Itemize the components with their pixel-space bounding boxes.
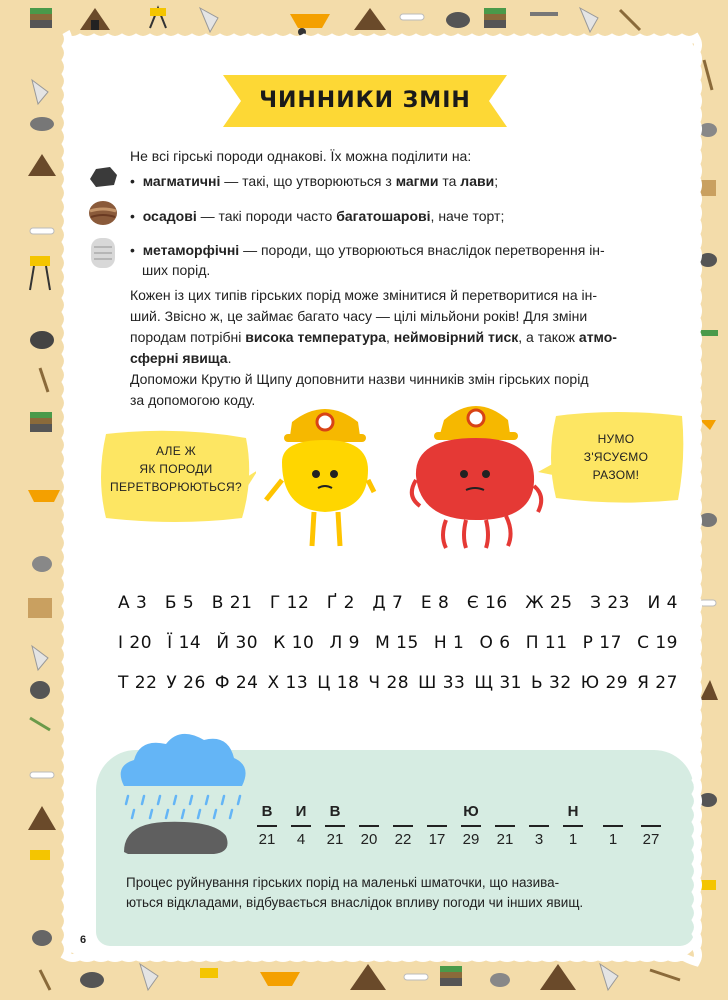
metamorphic-rock-icon: [90, 237, 116, 269]
puzzle-letter: [493, 803, 517, 821]
puzzle-number: 29: [462, 831, 480, 848]
code-cell: Ш 33: [418, 673, 466, 693]
puzzle-number: 1: [608, 831, 618, 848]
bullet-igneous: • магматичні — такі, що утворюються з магми та лави;: [130, 173, 499, 189]
code-cell: О 6: [479, 633, 511, 653]
puzzle-number: 17: [428, 831, 446, 848]
code-cell: Б 5: [164, 593, 195, 613]
puzzle-number: 4: [296, 831, 306, 848]
puzzle-number: 1: [568, 831, 578, 848]
puzzle-underline: [427, 825, 447, 827]
puzzle-number: 20: [360, 831, 378, 848]
code-cell: С 19: [637, 633, 678, 653]
code-cell: Н 1: [433, 633, 465, 653]
code-row: [118, 663, 678, 703]
main-paragraph: Кожен із цих типів гірських порід може змінитися й перетворитися на ін- ший. Звісно ж, це займає багато часу — цілі мільйони років! Для зміни породам потрібні висока температура, неймовірний тиск, а також атмо- сферні явища. Допоможи Крутю й Щипу доповнити назви чинників змін гірських порід за допомогою коду.: [130, 287, 617, 408]
code-cell: Е 8: [420, 593, 450, 613]
puzzle-letter: [601, 803, 625, 821]
code-cell: М 15: [375, 633, 419, 653]
code-cell: І 20: [118, 633, 153, 653]
code-cell: Р 17: [582, 633, 622, 653]
red-character: [406, 396, 546, 550]
puzzle-underline: [563, 825, 583, 827]
code-cell: Л 9: [329, 633, 360, 653]
yellow-character: [262, 400, 388, 550]
code-cell: Г 12: [269, 593, 310, 613]
code-cell: Ґ 2: [326, 593, 355, 613]
puzzle-underline: [495, 825, 515, 827]
puzzle-letter: [639, 803, 663, 821]
sedimentary-rock-icon: [88, 199, 118, 227]
page-title: ЧИННИКИ ЗМІН: [259, 88, 471, 113]
code-cell: А 3: [118, 593, 148, 613]
puzzle-number: 21: [326, 831, 344, 848]
puzzle-letter: В: [329, 803, 341, 820]
puzzle-number: 27: [642, 831, 660, 848]
puzzle-underline: [257, 825, 277, 827]
code-cell: Т 22: [118, 673, 158, 693]
code-cell: Ч 28: [368, 673, 410, 693]
code-cell: Ю 29: [580, 673, 629, 693]
code-row: [118, 623, 678, 663]
code-cell: Й 30: [216, 633, 259, 653]
puzzle-letter: Ю: [463, 803, 479, 820]
intro-text: Не всі гірські породи однакові. Їх можна поділити на:: [130, 148, 472, 164]
puzzle-letter: [425, 803, 449, 821]
puzzle-letter: [357, 803, 381, 821]
puzzle-letter: [527, 803, 551, 821]
code-cell: В 21: [211, 593, 253, 613]
letter-code-table: [118, 583, 678, 703]
code-cell: Х 13: [267, 673, 309, 693]
rain-cloud-illustration: [104, 726, 254, 856]
puzzle-underline: [603, 825, 623, 827]
title-banner: [223, 75, 507, 127]
igneous-rock-icon: [88, 165, 118, 189]
puzzle-letter: [391, 803, 415, 821]
puzzle-underline: [641, 825, 661, 827]
bullet-sedimentary: • осадові — такі породи часто багатошарові, наче торт;: [130, 208, 505, 224]
code-cell: Ї 14: [167, 633, 202, 653]
code-row: [118, 583, 678, 623]
puzzle-underline: [529, 825, 549, 827]
page-content: [66, 38, 696, 956]
bullet-metamorphic: • метаморфічні — породи, що утворюються внаслідок перетворення ін- ших порід.: [130, 242, 605, 278]
puzzle-underline: [291, 825, 311, 827]
puzzle-underline: [461, 825, 481, 827]
code-cell: Ц 18: [317, 673, 360, 693]
puzzle-number: 3: [534, 831, 544, 848]
puzzle-number: 21: [258, 831, 276, 848]
puzzle-underline: [325, 825, 345, 827]
puzzle-underline: [359, 825, 379, 827]
code-cell: Щ 31: [474, 673, 522, 693]
code-cell: Я 27: [637, 673, 678, 693]
puzzle-letter: Н: [567, 803, 579, 820]
page-number: 6: [80, 934, 87, 946]
code-cell: П 11: [525, 633, 568, 653]
code-cell: З 23: [590, 593, 630, 613]
code-cell: Є 16: [466, 593, 508, 613]
code-cell: У 26: [166, 673, 206, 693]
puzzle-number: 22: [394, 831, 412, 848]
puzzle-letter: И: [295, 803, 307, 820]
code-cell: Ь 32: [530, 673, 572, 693]
right-bubble-text: НУМО З'ЯСУЄМО РАЗОМ!: [583, 432, 649, 482]
puzzle-number: 21: [496, 831, 514, 848]
caption-text: Процес руйнування гірських порід на маленькі шматочки, що назива- ються відкладами, відбувається внаслідок впливу погоди чи інших явищ.: [126, 875, 584, 910]
puzzle-underline: [393, 825, 413, 827]
code-cell: И 4: [647, 593, 678, 613]
code-cell: К 10: [273, 633, 315, 653]
puzzle-letter: В: [261, 803, 273, 820]
code-cell: Ж 25: [525, 593, 573, 613]
code-cell: Д 7: [372, 593, 404, 613]
code-cell: Ф 24: [214, 673, 259, 693]
left-bubble-text: АЛЕ Ж ЯК ПОРОДИ ПЕРЕТВОРЮЮТЬСЯ?: [110, 444, 242, 494]
